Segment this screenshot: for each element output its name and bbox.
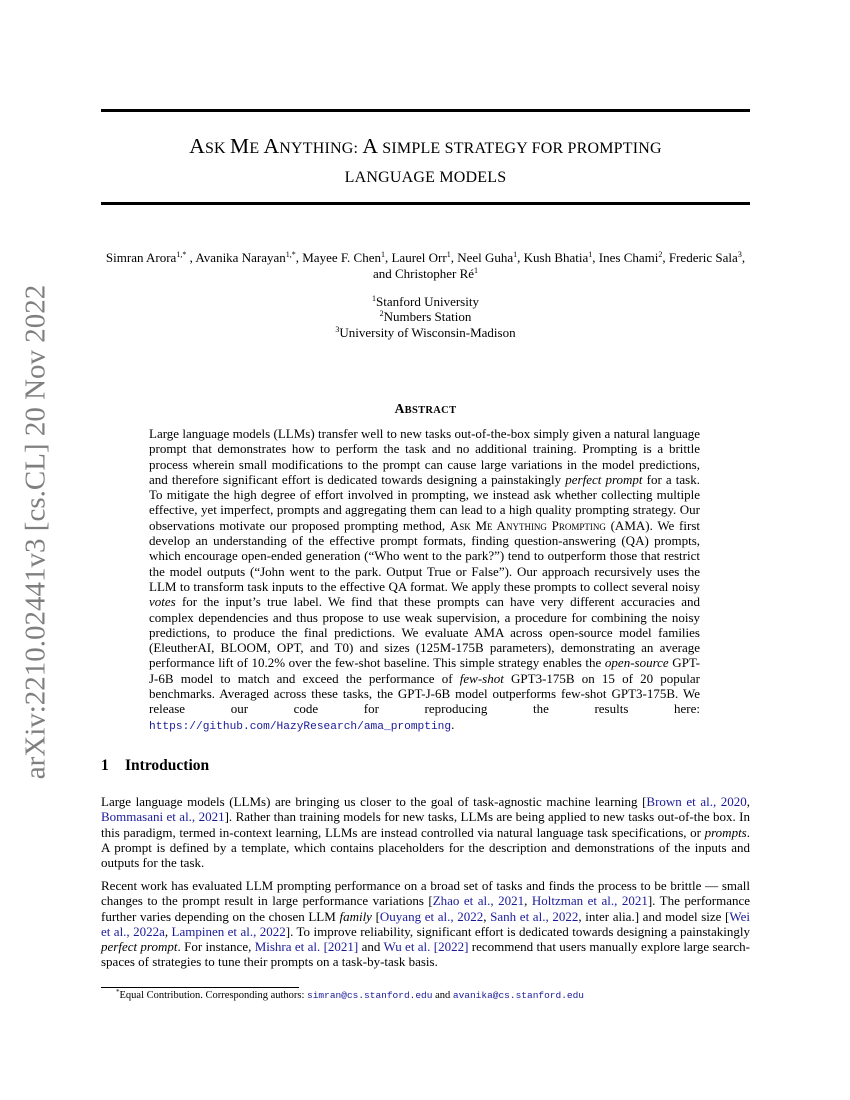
title-top-rule — [101, 109, 750, 112]
arxiv-identifier: arXiv:2210.02441v3 [cs.CL] 20 Nov 2022 — [19, 284, 52, 780]
footnote-rule — [101, 987, 299, 988]
title-bottom-rule — [101, 202, 750, 205]
citation-link[interactable]: Sanh et al., 2022 — [490, 908, 579, 924]
citation-link[interactable]: Ouyang et al., 2022 — [379, 908, 484, 924]
author-list: Simran Arora$^{1,*}$ , Avanika Narayan$^{1,*}$, Mayee F. Chen$^1$, Laurel Orr$^1$, Neel Guha$^1$, Kush Bhatia$^1$, Ines Chami$^2$, Frederic Sala$^3$, and Christopher $Ré^1$ — [105, 250, 746, 281]
citation-link[interactable]: Mishra et al. [2021] — [254, 939, 359, 955]
abstract-body: Large language models (LLMs) transfer well to new tasks out-of-the-box simply given a natural language prompt that demonstrates how to perform the task and no additional training. Prompting is a brittle process wherein small modifications to the prompt can cause large variations in the model predictions, and therefore significant effort is dedicated towards designing a painstakingly perfect prompt for a task. To mitigate the high degree of effort involved in prompting, we instead ask whether collecting multiple effective, yet imperfect, prompts and aggregating them can lead to a high quality prompting strategy. Our observations motivate our proposed prompting method, Ask Me Anything Prompting (AMA). We first develop an understanding of the effective prompt formats, finding question-answering (QA) prompts, which encourage open-ended generation (“Who went to the park?”) tend to outperform those that restrict the model outputs (“John went to the park. Output True or False”). Our approach recursively uses the LLM to transform task inputs to the effective QA format. We apply these prompts to collect several noisy votes for the input’s true label. We find that these prompts can have very different accuracies and complex dependencies and thus propose to use weak supervision, a procedure for combining the noisy predictions, to produce the final predictions. We evaluate AMA across open-source model families (EleutherAI, BLOOM, OPT, and T0) and sizes (125M-175B parameters), demonstrating an average performance lift of 10.2% over the few-shot baseline. This simple strategy enables the open-source GPT-J-6B model to match and exceed the performance of few-shot GPT3-175B on 15 of 20 popular benchmarks. Averaged across these tasks, the GPT-J-6B model outperforms few-shot GPT3-175B. We release our code for reproducing the results here: https://github.com/HazyResearch/ama_prompting. — [149, 426, 700, 733]
author: Simran Arora — [105, 250, 177, 265]
citation-link[interactable]: Brown et al., 2020 — [646, 794, 747, 809]
citation-link[interactable]: Wu et al. [2022] — [383, 939, 469, 955]
paper-title — [101, 132, 750, 192]
citation-link[interactable]: Wei et al., 2022a — [101, 908, 751, 939]
author: Frederic Sala — [668, 250, 738, 265]
citation-link[interactable]: Lampinen et al., 2022 — [171, 923, 286, 939]
abstract-heading: ABSTRACT — [394, 401, 457, 416]
title-line-1: ASK ME ANYTHING: A SIMPLE STRATEGY FOR PROMPTING — [189, 134, 662, 158]
email-link[interactable]: avanika@cs.stanford.edu — [452, 990, 584, 1001]
author: Laurel Orr — [391, 250, 447, 265]
affiliation: $^2$Numbers Station — [379, 309, 472, 325]
intro-paragraph-1: Large language models (LLMs) are bringing us closer to the goal of task-agnostic machine learning [Brown et al., 2020, Bommasani et al., 2021]. Rather than training models for new tasks, LLMs are being applied to new tasks out-of-the box. In this paradigm, termed in-context learning, LLMs are instead controlled via natural language task specifications, or prompts. A prompt is defined by a template, which contains placeholders for the description and demonstrations of the inputs and outputs for the task. — [101, 794, 751, 871]
author: Kush Bhatia — [523, 250, 589, 265]
author: Christopher Ré — [394, 265, 475, 281]
affiliation: $^1$Stanford University — [372, 294, 479, 309]
email-link[interactable]: simran@cs.stanford.edu — [307, 990, 433, 1001]
code-link[interactable]: https://github.com/HazyResearch/ama_prompting — [149, 720, 452, 733]
section-heading: 1 Introduction — [101, 757, 210, 774]
citation-link[interactable]: Bommasani et al., 2021 — [101, 809, 225, 825]
author: Ines Chami — [598, 250, 659, 265]
title-line-2: LANGUAGE MODELS — [344, 169, 507, 186]
footnote: *Equal Contribution. Corresponding authors: simran@cs.stanford.edu and avanika@cs.stanford.edu — [116, 988, 584, 1001]
affiliation: $^3$University of Wisconsin-Madison — [335, 324, 516, 340]
author: Mayee F. Chen — [302, 250, 381, 265]
citation-link[interactable]: Holtzman et al., 2021 — [531, 893, 648, 909]
affiliation-list — [101, 294, 750, 340]
author: Neel Guha — [457, 250, 514, 265]
citation-link[interactable]: Zhao et al., 2021 — [432, 893, 525, 909]
author: Avanika Narayan — [195, 250, 286, 265]
intro-paragraph-2: Recent work has evaluated LLM prompting performance on a broad set of tasks and finds the process to be brittle — small changes to the prompt result in large performance variations [Zhao et al., 2021, Holtzman et al., 2021]. The performance further varies depending on the chosen LLM family [Ouyang et al., 2022, Sanh et al., 2022, inter alia.] and model size [Wei et al., 2022a, Lampinen et al., 2022]. To improve reliability, significant effort is dedicated towards designing a painstakingly perfect prompt. For instance, Mishra et al. [2021] and Wu et al. [2022] recommend that users manually explore large search-spaces of strategies to tune their prompts on a task-by-task basis. — [101, 878, 751, 970]
